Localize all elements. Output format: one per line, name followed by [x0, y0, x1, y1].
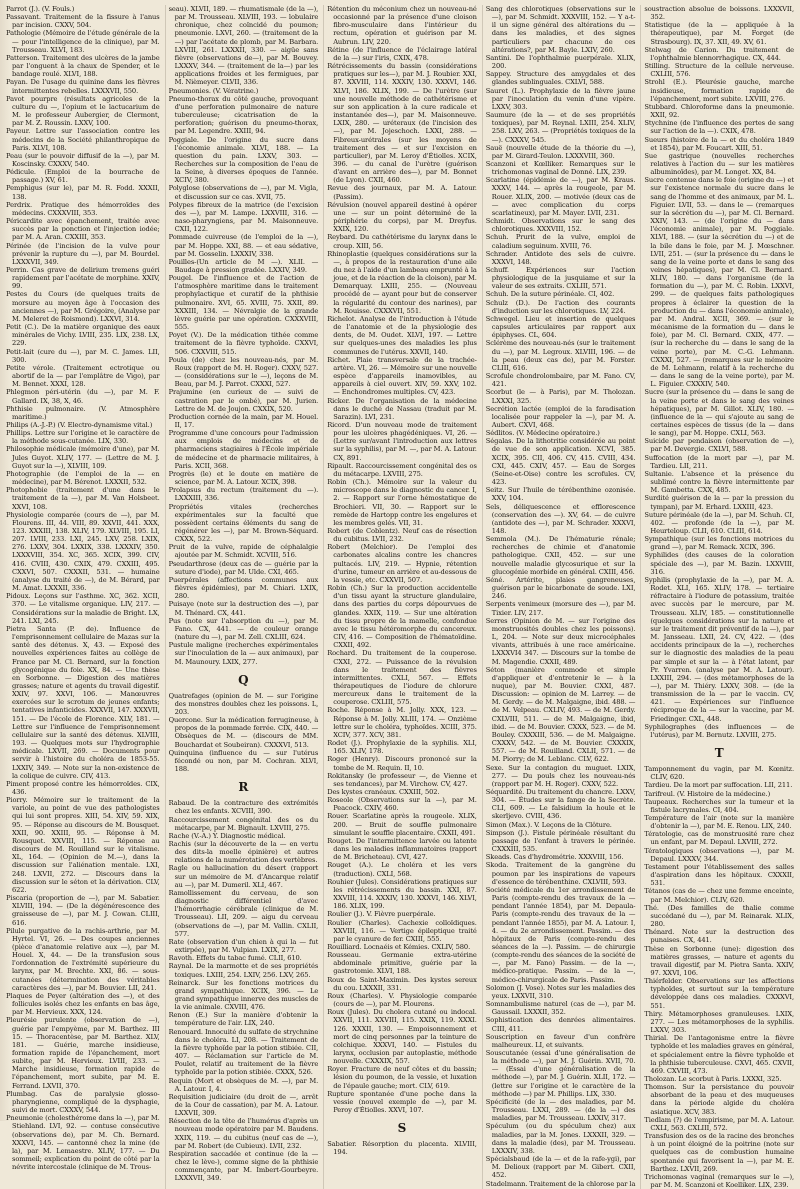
- index-entry: Tarifreul. (V. Histoire de la médecine.): [644, 789, 771, 798]
- index-entry: Péricardite avec épanchement, traitée avec succès par la ponction et l'injection iodée; par M. A. Aran. CXXIII, 353.: [6, 217, 160, 242]
- index-entry: Simon (Max.). V. Leçons de la Clôture.: [485, 820, 612, 829]
- index-entry: Rouhier (Jules). Considérations pratiques sur les rétrécissements du bassin. XXI, 87. XXVIII, 114. XXXIV, 130. XXXVI, 146. XLVI, 186. XLIX, 199.: [327, 877, 477, 911]
- index-entry: Philosophie médicale (mémoire d'une), par M. Jules Guyot. XLIV, 177. — (Lettre de M. J. Guyot sur la —), XLVIII, 109.: [6, 445, 160, 470]
- index-entry: Stadelmann. Traitement de la chlorose par la: [485, 1179, 636, 1188]
- index-entry: Thomson. Sur la persistance du pouvoir absorbant de la peau et des muqueuses dans la période algide du choléra asiatique. XCV, 383.: [644, 1083, 794, 1116]
- index-column-4: [482, 5, 636, 1189]
- index-entry: Scrofule chondrolombaire, par M. Fano. CV, 421.: [485, 372, 636, 389]
- index-entry: Syphilis (prophylaxie de la —), par M. A. Rodet. XLI, 165. XLIV, 178. — tertiaire réfractaire à l'iodure de potassium, traitée avec succès par le mercure, par M. Trousseau. XLIV, 185. — constitutionnelle (quelques considérations sur la nature et sur le traitement dit préventif de la —), par M. Jansseau. LXII, 24. CV, 422. — (des accidents principaux de la —), recherches sur le diagnostic des maladies de la peau par simple et sur la — à l'état latent, par Pr. Yvarren. (analyse par M. A. Latour). LXXIII, 294. — (des métamorphoses de la —), par M. Thiéry. LXXV, 308. — (de la transmission de la — par le vaccin. CV, 421. — Expériences sur l'influence réciproque de la — sur la vaccine, par M. Friedinger. CXL, 448.: [644, 575, 794, 723]
- index-column-3: [323, 5, 477, 1189]
- index-entry: Roseole (Observations sur la —), par M. Peacock. CXIV, 460.: [327, 796, 477, 813]
- index-entry: Spécificité (de la — des maladies, par M. Trousseau. LXXI, 289. — (de la —) des maladies, par M. Trousseau. LXXIV, 317.: [485, 1097, 636, 1123]
- index-entry: Skoda. Traitement de la gangrène du poumon par les inspirations de vapeurs d'essence de térébenthine. CXLVIII, 593.: [485, 861, 636, 886]
- section-letter-t: T: [714, 746, 724, 761]
- index-entry: Thé. (Des familles de thalie comme succédané du —), par M. Reinarak. XLIX, 280.: [644, 903, 794, 929]
- index-entry: Petit-lait (cure du —), par M. C. James. LII, 300.: [6, 347, 160, 364]
- index-entry: Tamponnement du vagin, par M. Kœnitz. CLIV, 620.: [644, 765, 794, 782]
- index-entry: Piment proposé contre les hémorroïdes. CIX, 436.: [6, 779, 160, 796]
- index-entry: Patterson. Traitement des ulcères de la jambe par l'onguent à la chaux de Spender, et le bandage roulé. XLVI, 188.: [6, 53, 160, 79]
- index-entry: Sophistication des denrées alimentaires. CIII, 411.: [485, 1016, 636, 1033]
- index-entry: Sauë (nouvelle étude de la théorie du —), par M. Girard-Teulon. LXXXVIII, 360.: [485, 143, 636, 160]
- index-entry: Serpents venimeux (morsure des —), par M. Tixier. LIV, 217.: [485, 600, 636, 617]
- index-entry: Des kystes cranéaux. CXXIII, 502.: [327, 788, 440, 796]
- index-entry: Philips (A.-J.-P.) (V. Electro-dynamisme vital.): [6, 420, 153, 429]
- index-entry: Scarlatine (épidémie de —), par M. Kraus. XXXV, 144. — après la rougeole, par M. Rouer. XLIX, 200. — motivée (deux cas de — avec complication du corps scarlatineux), par M. Mayer. LVII, 231.: [485, 176, 636, 217]
- index-entry: Quercone. Sur la médication ferrugineuse, à propos de la pommade ferrée. CIX, 440. — Obsèques de M. — (discours de MM. Bouchardat et Soubeiran). CXXXVI, 513.: [168, 716, 319, 749]
- index-entry: Sue gastrique (nouvelles recherches relatives à l'action du — sur les matières albuminoïdes), par M. Longet. XX, 84.: [644, 151, 794, 177]
- index-entry: Pneumo-thorax du côté gauche, provoquant d'une perforation pulmonaire de nature tuberculeuse; cicatrisation de la perforation; guérison du pneumo-thorax, par M. Legendre. XXIII, 94.: [168, 94, 319, 136]
- index-entry: Sauret (L.). Prophylaxie de la fièvre jaune par l'inoculation du venin d'une vipère. LXXV, 303.: [485, 86, 636, 111]
- section-letter-s: S: [397, 1121, 407, 1136]
- index-entry: Piscaria (proportion de —), par M. Sabatier. XLVIII, 194. — (De la dégénérescence des graisseuse de —), par M. J. Cowan. CLIII, 616.: [6, 894, 160, 927]
- index-entry: Scorbut (le — à Paris), par M. Tholozan. LXXXI, 325.: [485, 388, 636, 405]
- index-entry: Température de l'air (note sur la manière d'obtenir la —), par M. E. Renou. LIX, 240.: [644, 814, 794, 831]
- index-entry: Strohl (E.). Pleurésie gauche, marche insidieuse, formation rapide de l'épanchement, mort subite. LXVIII, 276.: [644, 78, 794, 103]
- index-entry: Schmidt. Observations sur le sang des chlorotiques. XXXVIII, 152.: [485, 217, 636, 234]
- index-entry: Pus (note sur l'absorption du —), par M. Fano. CX, 441. — de couleur orange (nature du —), par M. Zell. CXLIII, 624.: [168, 616, 319, 642]
- index-entry: Statistique (de la — appliquée à la thérapeutique), par M. Forget (de Strasbourg). IX, 37. XII, 49. XV, 61.: [644, 21, 794, 46]
- index-entry: Sédlitos. (V. Médecine opératoire.): [485, 429, 600, 438]
- index-entry: Pavot pourpre (résultats agricoles de la culture du —, l'opium et le lactucarium de M. le professeur Aubergier, de Clermont, par M. Z. Roussin. LXXV, 100.: [6, 94, 160, 128]
- index-entry: Pneumonie (cholesthérome dans la —), par M. Stiehland. LVI, 92. — contuse consécutive (observations de), par M. Ch. Bernard. XXXVI, 145. — cantonné chez la mine (de la), par M. Lemaestre. XLIV, 177. — Du sommeil; explication du point de côté par la névrite intercostale (clinique de M. Trous-: [6, 1114, 160, 1172]
- index-columns: [6, 5, 794, 1189]
- index-entry: Semmola (M.). De l'hématurie rénale; recherches de chimie et d'anatomie pathologique. CXII, 452. — sur une nouvelle maladie glycosurique et sur la glucogénie morbide en général. CXIII, 456.: [485, 535, 636, 576]
- index-entry: Ravoth. Effets du tabac fumé. CLII, 610.: [168, 954, 302, 963]
- index-entry: Pouilles-(Un article de M —). XLII. — Baudage à pression gradée. LXXIV, 349.: [168, 257, 319, 274]
- index-entry: Physiologie comparée (cours de —), par M. Flourens. III, 44. VIII, 89. XXVII, 441. XXX, 123. XXXIII, 138. XLIV, 179. XLVIII, 195. LI, 207. LVIII, 233. LXI, 245. LXV, 258. LXIX, 276. LXXV, 304. LXXIX, 338. LXXXIV, 350. LXXXVIII, 354. XC, 365. XCIX, 399. CIV, 416. CVIII, 430. CXIX, 479. CXXIII, 495. CXXVI, 507. CXXXII, 531. — humaine (analyse du traité de —), de M. Bérard, par M. Amat. LXXXII, 336.: [6, 510, 160, 593]
- index-entry: Ramollissement du cerveau, de son diagnostic différentiel d'avec l'hémorrhagie cérébrale (clinique de M. Trousseau). LII, 209. — aigu du cerveau (observations de —), par M. Vallin. CXLII, 577.: [168, 888, 319, 938]
- index-entry: Stubbard. Chloroforme dans la pneumonie. XXII, 92.: [644, 102, 794, 120]
- index-entry: Pustule maligne (recherches expérimentales sur l'inoculation de la — aux animaux), par M. Maunoury. LXIX, 277.: [168, 641, 319, 666]
- index-entry: Rhinoplastie (quelques considérations sur la —, à propos de la restauration d'une aile du nez à l'aide d'un lambeau emprunté à la joue, et de la réaction de la cloison), par M. Demarquay. LXIII, 255. — (Nouveau procédé de — ayant pour but de conserver la régularité du contour des narines), par M. Rouisse. CXXXVII, 551.: [327, 249, 477, 315]
- index-entry: Skeads. Cas d'hydrométrie. XXXVIII, 156.: [485, 853, 624, 862]
- index-entry: Thiérfelder. Observations sur les affections typhoïdes, et surtout sur la température développée dans ces maladies. CXXXVI, 551.: [644, 977, 794, 1010]
- index-entry: Phillips. Lettre sur l'origine et le caractère de la méthode sous-cutanée. LIX, 330.: [6, 429, 160, 446]
- index-entry: Sang des chlorotiques (observations sur le —), par M. Schmidt. XXXVIII, 152. — Y a-t-il un signe général des altérations du — dans les maladies, et des signes particuliers par chacune de ces altérations?, par M. Bayle. LXIV, 260.: [485, 5, 636, 54]
- index-entry: Piorry. Mémoire sur le traitement de la variole, au point de vue des pathologistes qui lui sont propres. XIII, 54. XIV, 59. XIX, 95. — Réponse au discours de M. Bousquet. XXII, 90. XXIII, 95. — Réponse à M. Rousquet. XXVIII, 115. — Réponse au discours de M. Rouilland sur le vitalisme. XL, 164. — (Opinion de M.—), dans la discussion sur l'aliénation mentale. LXI, 248. LXVII, 272. — Discours dans la discussion sur le séton et la dérivation. CLV, 622.: [6, 796, 160, 894]
- index-entry: Phlegmon péri-utérin (du —), par M. F. Gallard. IX, 38, X, 46.: [6, 388, 160, 405]
- index-entry: Prolapsus du rectum (traitement du —). LXXXIII, 336.: [168, 486, 319, 503]
- index-entry: Schuh. De la suture périnéale. CI, 402.: [485, 290, 615, 299]
- index-entry: Robin (Ch.) Sur la production accidentelle d'un tissu ayant la structure glandulaire, dans des parties du corps dépourvues de glandes. XXIX, 119. — Sur une altération du tissu propre de la mamelle, confondue avec le tissu hétéromorphe du cancereux. CIV, 416. — Composition de l'hématoïdine. CXXII, 492.: [327, 584, 477, 650]
- index-entry: Puerpérales (affections communes aux fièvres épidémies), par M. Chiari. LXIX, 280.: [168, 575, 319, 601]
- index-entry: Schwegel. Lieu et insertion de quelques capsules articulaires par rapport aux épiphyses. CL, 604.: [485, 314, 636, 340]
- index-entry: Simpson (J.). Fistule périnéale résultant du passage de l'enfant à travers le périnée. CXXXIII, 535.: [485, 828, 636, 854]
- index-entry: Puisaye (note sur la destruction des —), par M. Thénard. CX, 441.: [168, 600, 319, 617]
- index-entry: Sucre contenue dans le foie (origine du —) et sur l'existence normale du sucre dans le sang de l'homme et des animaux, par M. L. Figuier. LVII, 53. — dans le — (remarques sur la sécrétion du —), par M. Cl. Bernard. XXIV, 143. — (de l'origine du — dans l'économie animale), par M. Poggiale. XLVI, 188. — (sur la sécrétion du —) et de la bile dans le foie, par M. J. Mœschner. LVII, 251. — (sur la présence du — dans le sang de la veine porte et dans le sang des veines hépatiques), par M. Cl. Bernard. XLIV, 180. — dans l'organisme (de la formation du —), par M. C. Robin. LXXVI, 299. — de quelques faits pathologiques propres à éclairer la question de la production du — dans l'économie animale), par M. Andral. XCII, 369. — (sur le mécanisme de la formation du — dans le foie), par M. Cl. Bernard. CXIX, 477. — (sur la recherche du — dans le sang de la veine porte), par M. C.-G. Lehmann. CXXXI, 527. — (remarques sur le mémoire de M. Lehmann, relatif à la recherche du — dans le sang de la veine porte), par M. L. Figuier. CXXXIV, 540.: [644, 176, 794, 389]
- index-entry: Passavant. Traitement de la fissure à l'anus par incision. CXXV, 504.: [6, 13, 160, 30]
- index-entry: Schuh. Prurit de la vulve, emploi de caladium seguinum. XVIII, 76.: [485, 233, 636, 250]
- index-entry: Tératologiques (observations —), par M. Depaul. LXXXV, 344.: [644, 846, 794, 863]
- section-letter-q: Q: [238, 672, 249, 687]
- index-entry: Robert (de Coblentz). Neuf cas de résection du cubitus. LVII, 232.: [327, 527, 477, 544]
- index-entry: Plumbag. Cas de paralysie glosso-pharyngienne, compliqué de la dysphagie, suivi de mort. CXXXV, 544.: [6, 1089, 160, 1115]
- index-entry: Sabatier. Résorption du placenta. XLVIII, 194.: [327, 1140, 477, 1157]
- index-entry: Roux (Jules). Du cholera cutané ou indocal. XXVII, 111. XXVIII, 115. XXIX, 119. XXXI. 126. XXXII, 130. — Empoisonnement et mort de cinq personnes par la teinture de colchique. XXXVI, 140. — Fistules du larynx, occlusion par autoplastie, méthode nouvelle. CXXXIX, 557.: [327, 1008, 477, 1066]
- index-entry: Tératologie, cas de monstruosité rare chez un enfant, par M. Depaul. LXVIII, 272.: [644, 830, 794, 847]
- index-entry: Stelwag de Carion. Du traitement de l'ophthalmie blennorrhagique. CX, 444.: [644, 45, 794, 62]
- index-entry: Trichomonas vaginal (remarques sur le —), par M. M. Scanzoni et Koelliker. LIX, 239.: [644, 1172, 794, 1189]
- index-entry: Renouard. Innocuité du sulfate de strychnine dans le choléra. LI, 208. — Traitement de la fièvre typhoïde par la potion stibiée. CII, 407. — Réclamation sur l'article de M. Poulet, relatif au traitement de la fièvre typhoïde par la potion stibiée. CXXX, 526.: [168, 1027, 319, 1077]
- index-entry: Taupeaux. Recherches sur la tumeur et la fistule lacrymales. CI, 404.: [644, 797, 794, 814]
- index-entry: Séton (manière commode et simple d'appliquer et d'entretenir le — à la nuque), par M. Bouvier. CXXI, 487. Discussion: — opinion de M. Larrey. — de M. Gerdy. — de M. Malgaigne, ibid. 488. — de M. Velpeau. CXLIV, 493. — de M. Gerdy. CXLVIII, 511. — de M. Malgaigne, ibid, ibid. — de M. Bouvier. CXXX, 523. — de M. Bouley. CXXXIII, 536. — de M. Malgaigne. CXXXV, 542. — de M. Bouvier. CXXXIX, 557. — de M. Rouilland. CXLII, 571. — de M. Piorry; de M. Leblanc. CLV, 622.: [485, 665, 636, 764]
- index-entry: Perdrix. Pratique des hémorroïdes des médecins. CXXXVIII, 353.: [6, 200, 160, 217]
- index-entry: Prajumine (en curieux de — suivi de castration par le ombé), par M. Jurien. Lettre de M. de Joujon. CXXIX, 520.: [168, 388, 319, 413]
- index-entry: Poggiale. De l'origine du sucre dans l'économie animale. XLVI, 188. — La question du pain. LXXV, 303. — Recherches sur la composition de l'eau de la Seine, à diverses époques de l'année. XCIV, 380.: [168, 135, 319, 185]
- index-entry: Robin (Ch.). Mémoire sur la valeur du microscope dans le diagnostic du cancer. I, 2. — Rapport sur l'orne hémostatique de Brochieri. VII, 30. — Rapport sur le remède de Hartopp contre les engelures et les membres gelés. VII, 31.: [327, 478, 477, 527]
- index-entry: Sultanie. L'absence et la présence du sublimé contre la fièvre intermittente par M. Gambetta. CXX, 485.: [644, 469, 794, 495]
- index-entry: Sels, déliquescence et efflorescence (conservation des —). XV, 64. — de cuivre (antidote des —), par M. Schrader. XXXVI, 148.: [485, 502, 636, 535]
- index-entry: Schrader. Antidote des sels de cuivre. XXXVI, 148.: [485, 249, 636, 266]
- index-entry: Secrétion lactée (emploi de la faradisation localisée pour rappeler la —), par M. A. Aubert. CXVI, 468.: [485, 404, 636, 429]
- index-entry: Propriétés vitales (recherches expérimentales sur la faculté que possèdent certains éléments du sang de régénérer les —), par M. Brown-Séquard. CXXX, 522.: [168, 502, 319, 544]
- index-entry: Surdité guérison de la — par la pression du tympan), par M. Erhard. LXXIII, 423.: [644, 494, 794, 511]
- index-entry: Rachis (sur la découverte de la — en vertu des dits-la moelle épinière) et autres relations de la numérotation des vertèbres.: [168, 840, 319, 865]
- index-entry: Résection de la tête de l'humérus d'après un nouveau mode opératoire par M. Baudens. XXIX, 119. — du cubitus (neuf cas de —), par M. Robert (de Cubieux). LVII, 232.: [168, 1117, 319, 1150]
- index-entry: Tétanos (cas de — chez une femme enceinte, par M. Melchior). CLIV, 620.: [644, 887, 794, 904]
- index-entry: Rouilliard. Locnaéis et Kémies. CXLIV, 580.: [327, 942, 471, 951]
- index-entry: Pestes du Cours (de quelques traits de morsure au moyen âge à l'occasion des anciennes —), par M. Grégoire, (Analyse par M. Meleret de Roismond). LXXVI, 314.: [6, 290, 160, 323]
- index-entry: Roulier (J.). V. Fièvre puerpérale.: [327, 910, 436, 919]
- index-entry: Phthisie pulmonaire. (V. Atmosphère maritime.): [6, 404, 160, 421]
- index-entry: Revue des journaux, par M. A. Latour. (Passim).: [327, 184, 477, 201]
- index-entry: Pathologie (Mémoire de l'étude générale de la — pour l'intelligence de la clinique), par M. Trousseau. XLVI, 183.: [6, 29, 160, 54]
- index-entry: Rochard. Du traitement de la couperose. CXXI, 272. — Puissance de la révulsion dans le traitement des fièvres intermittentes. CXLI, 567. — Effets thérapeutiques de l'iodure de chlorure mercureux dans le traitement de la couperose. CXLIII, 575.: [327, 649, 477, 707]
- index-entry: seau). XLVII, 189. — rhumatismale (de la —), par M. Trousseau. XLVIII, 193. — lobulaire chronique, chez coïncidé du poumon; pneumonie. LXVI, 260. — (traitement de la —) par l'acétate de plomb, par M. Barbara. LXVIII, 261. LXXXII, 330. — aigüe sans fièvre (observations de—), par M. Bouvey. LXXXV, 344. — (traitement de la—) par les applications froides et les fermigues, par M. Nièmeyer. CLVII, 336.: [168, 5, 319, 87]
- index-entry: Payeur. Lettre sur l'association contre les médecins de la Société philanthropique de Paris. XLVI, 108.: [6, 127, 160, 152]
- index-entry: Ségalas. De la lithotritie considérée au point de vue de son application. XCVI, 385. XCIX, 395. CII, 406. CV, 415. CVIII, 434. CXI, 445. CXIV, 457. — Eau de Sorges (Seine-et-Oise) contre les scrofules. CV, 423.: [485, 437, 636, 487]
- index-entry: Requin (Mort et obsèques de M. —), par M. A. Latour. I, 4.: [168, 1076, 319, 1093]
- index-entry: Séquardité. Du traitement du chancre. LXXV, 304. — Études sur la fange de la Secrète. CLI, 609. — Le falsidium la houle et le skerljevo. CVIII, 436.: [485, 788, 636, 821]
- index-entry: Schuff. Expériences sur l'action physiologique de la jusquiame et sur la valeur de ses extraits. CXLIII, 571.: [485, 266, 636, 291]
- index-entry: Production cornée de la main, par M. Houel. II, 17.: [168, 412, 319, 429]
- index-entry: Royer. Fracture de neuf côtes et du bassin; lésion du poumon, de la vessie, et luxation de l'épaule gauche; mort. CLV, 619.: [327, 1065, 477, 1090]
- index-entry: Thénard. Note sur la destruction des punaises. CX, 441.: [644, 928, 794, 945]
- index-entry: Ricker. De l'organisation de la médecine dans le duché de Nassau (traduit par M. Sarazin). LVI, 231.: [327, 396, 477, 421]
- index-entry: Stilling. Structure de la cellule nerveuse. CXLIII, 576.: [644, 62, 794, 79]
- index-entry: Peau (sur le pouvoir diffusif de la —), par M. Koscinsky. CXXXV, 540.: [6, 151, 160, 168]
- index-entry: Syphilides (des causes de la coloration spéciale des —), par M. Bazin. LXXVIII, 316.: [644, 551, 794, 576]
- index-entry: Rétention du méconium chez un nouveau-né occasionné par la présence d'une cloison fibro-musculaire dans l'intérieur du rectum, opération et guérison par M. Aubrun. LIV, 220.: [327, 5, 477, 46]
- index-entry: Pédicule. (Emploi de la bourrache de passage.) XV, 61.: [6, 168, 160, 185]
- index-entry: Parrot (J.). (V. Fouls.): [6, 5, 75, 13]
- index-entry: Rousseau. Germanie extra-utérine abdominale primitive, guérie par la gastrotomie. XLVI, 188.: [327, 951, 477, 976]
- index-entry: Rétrécissements du bassin (considérations pratiques sur les—), par M. J. Roubier. XXI, 87. XXVIII, 114. XXXIV, 130. XXXVI, 146. XLVI, 186. XLIX, 199. — De l'urètre (sur une nouvelle méthode de cathétérisme et sur son application à la cure radicale et instantanée des—), par M. Maisonneuve. LXIX, 280. — uréteraux (de l'incision des—), par M. Jojeschoch. LXXI, 288. — Fibreux-urétrales (sur les moyens de traitement des — et sur l'excision en particulier), par M. Leroy d'Étiolles. XCIX, 396. — du canal de l'urètre (guérison d'avant en arrière des—), par M. Bonnet (de Lyon). CXII, 460.: [327, 62, 477, 185]
- index-entry: Séné. Artérite, plaies gangreneuses, guérison par le bicarbonate de soude. LXI, 246.: [485, 575, 636, 601]
- index-entry: Serres (Opinion de M. — sur l'origine des monstruosités doubles chez les poissons). L, 204. — Note sur deux microcéphales vivants, attribués à une race américaine. LXXXVI4 347. — Discours sur la tombe de M. Magendie. CXXII, 489.: [485, 616, 636, 666]
- index-entry: Progrès (le) et le doute en matière de science, par M. A. Latour. XCIX, 398.: [168, 469, 319, 487]
- index-entry: Plaques de Peyer (altération des —), et des follicules isolés chez les enfants en bas âge, par M. Hervieux. XXX, 124.: [6, 991, 160, 1017]
- index-entry: Respiration saccadée et continue (de la — chez le lève-), comme signe de la phthisie commençante, par M. Imbert-Gourbeyre. LXXXVII, 349.: [168, 1149, 319, 1183]
- index-entry: Santini. De l'ophthalmie puerpérale. XLIX, 200.: [485, 53, 636, 71]
- index-entry: Tholozan. Le scorbut à Paris. LXXXI, 325.: [644, 1075, 782, 1083]
- index-entry: Pietra Santa (P. de). Influence de l'emprisonnement cellulaire de Mazas sur la santé des détenus. X, 43. — Exposé des nouvelles expériences faites au collège de France par M. Cl. Bernard, sur la fonction glycogénique du foie. XX, 84. — Une thèse en Sorbonne. — Digestion des matières grasses; nature et agents du travail digestif. XXIV, 97. XXVI, 106. — Manœuvres exercées sur le scrotum de jeunes enfants; tentatives infanticides. XXXVII, 147. XXXVII, 151. — De l'école de Florence. XLV, 181. — Lettre sur l'influence de l'emprisonnement cellulaire sur la santé des détenus. XLVIII, 193. — Quelques mots sur l'hydrographie médicale. LXVII, 269. — Documents pour servir à l'histoire du choléra de 1853-55. LXXIV, 349. — Note sur la non-existence de la colique de cuivre. CIV, 413.: [6, 624, 160, 780]
- index-entry: Rodet (J.). Prophylaxie de la syphilis. XLI, 165. XLIV, 178.: [327, 739, 477, 756]
- index-entry: Sclérème des nouveau-nés (sur le traitement du —), par M. Legroux. XLVIII, 196. — de la peau (deux cas de), par M. Forster. CLIII, 616.: [485, 339, 636, 372]
- index-entry: Syphilographes (des influences — de l'utérus), par M. Bernutz. LXVIII, 275.: [644, 722, 794, 739]
- index-entry: Périnée (de l'incision de la vulve pour prévenir la rupture du —), par M. Bourdel. LXXXVII, 349.: [6, 241, 160, 266]
- index-entry: Révulsion (nouvel appareil destiné à opérer une — sur un point déterminé de la périphérie du corps), par M. Dreyfus. XXIX, 120.: [327, 200, 477, 234]
- index-entry: Reinarck. Sur les fonctions motrices du grand sympathique. XCIX, 396. — Le grand sympathique innerve des muscles de la vie animale. CXVIII, 476.: [168, 978, 319, 1012]
- index-entry: Saumure (de la — et de ses propriétés toxiques), par M. Reynal. LXIII, 254. XLIV, 258. LXV, 263. — (Propriétés toxiques de la —). CXXXV, 545.: [485, 111, 636, 144]
- index-entry: Thirial. De l'antagonisme entre la fièvre typhoïde et les maladies graves en général, et spécialement entre la fièvre typhoïde et la phthisie tuberculeuse. CXVI, 465. CXVII, 469. CXVIII, 473.: [644, 1034, 794, 1075]
- index-entry: Ricord. D'un nouveau mode de traitement pour les ulcères phagédéniques. VI, 26. — (Lettre sur/avant l'introduction aux lettres sur la syphilis), par M. —, par M. A. Latour. CX, 891.: [327, 420, 477, 462]
- index-entry: Sympathique (sur les fonctions motrices du grand —), par M. Remack. XCIX, 396.: [644, 535, 794, 552]
- index-entry: Stychnine (de l'influence des pertes de sang sur l'action de la —). CXIX, 478.: [644, 119, 794, 136]
- index-entry: Suture périnéale (de la —), par M. Schuh. CI, 402. — profonde (de la —), par M. Heurteloup. CLII, 610. CLIII, 614.: [644, 510, 794, 535]
- index-entry: Tardieu. De la mort par suffocation. LII, 211.: [644, 781, 793, 790]
- index-entry: Roux (Charles). V. Physiologie comparée (cours de —), par M. Flourens.: [327, 991, 477, 1009]
- index-entry: Raccourcissement congénital des os du métacarpe, par M. Bignault. LXVIII, 275.: [168, 815, 319, 832]
- index-entry: Pleurésie purulente (observation de —), guérie par l'empyème, par M. Barthez. III 15. — Thoracentèse, par M. Barthez. XLV, 181. — Guérie, marche insidieuse, formation rapide de l'épanchement, mort subite, par M. Hervieux. LVIII, 233. — Marche insidieuse, formation rapide de l'épanchement, mort subite, par M. E. Ferrand. LXVII, 370.: [6, 1016, 160, 1090]
- index-entry: Pilule purgative de la rachis-arthrie, par M. Hyrtel. VI, 26. — Des coupes anciennes (pièce d'anatomie relative aux —), par M. Houel. X, 44. — De la transfusion sous l'ordonnation de l'extrémité supérieure du larynx, par M. Brechte. XXI, 86. — sous-cutanées (détermination des véritables caractères des —), par M. Bouvier. LII, 241.: [6, 926, 160, 992]
- index-entry: Sexe. Sur la contagion du muguet. LXIX, 277. — Du pouls chez les nouveau-nés (rapport par M. H. Roger). CXXV, 522.: [485, 763, 636, 788]
- index-entry: Requisition judiciaire (du droit de —, arrêt de la Cour de cassation), par M. A. Latour. LXXVII, 309.: [168, 1092, 319, 1118]
- index-entry: Solomon (J. Vose). Notes sur les maladies des yeux. LXXVII, 310.: [485, 983, 636, 1000]
- index-entry: Pougel. De l'influence et de l'action de l'atmosphère maritime dans le traitement prophylactique et curatif de la phthisie pulmonaire. XVI, 65. XVIII, 75. XXII, 89. XXXIII, 134. — Névralgie de la grande lèvre guérie par une opération. CXXXVIII, 555.: [168, 274, 319, 332]
- index-entry: Rouget (A.). Le choléra et les vers (traduction). CXLI, 568.: [327, 861, 477, 878]
- index-entry: Pidoux. Leçons sur l'asthme. XC, 362. XCII, 370. — Le vitalisme organique. LIV, 217. — Considérations sur la maladie de Bright. LX, 241. LXI, 245.: [6, 592, 160, 625]
- index-column-5: [640, 5, 794, 1189]
- index-entry: Roux de Saint-Maximin. Des kystes sereux du cou. LXXXII, 331.: [327, 975, 477, 992]
- index-entry: Quatrefages (opinion de M. — sur l'origine des monstres doubles chez les poissons. L, 203.: [168, 691, 319, 716]
- index-entry: Roger (Henry). Discours prononcé sur la tombe de M. Requin. II, 10.: [327, 755, 477, 772]
- index-entry: Roche. Réponse à M. Jolly. XXX, 123. — Réponse à M. Jolly. XLIII, 174. — Onzième lettre sur le choléra, typhoïdes. XCIII, 375. XCIV, 377. XCV, 381.: [327, 706, 477, 739]
- index-entry: Pseudarthrose (deux cas de — guérie par la suture d'iode), par M. Ulde. CXI, 465.: [168, 559, 319, 576]
- index-entry: Ripault. Raccourcissement congénital des os du métacarpe. LXVIII, 275.: [327, 461, 477, 478]
- index-entry: Polyglose (observations de —), par M. Vigla, et discussion sur ce cas. XVII, 75.: [168, 184, 319, 201]
- index-entry: Perrin. Cas grave de delirium tremens guéri rapidement par l'acétate de morphine. XXIV, 99.: [6, 266, 160, 291]
- index-column-1: [6, 5, 160, 1189]
- index-entry: Rokitansky (le professeur —, de Vienne et ses tendances), par M. Virchow. CV, 427.: [327, 771, 477, 788]
- index-entry: Rétine (de l'influence de l'éclairage latéral de la —) sur l'iris, CXIX, 478.: [327, 45, 477, 62]
- index-entry: Robert (Melchior). De l'emploi des carbonates alcalins contre les chancres pultacés. LIV, 219. — Hypnie, rétention d'urine, tumeur en arrière et au-dessous de la vessie, etc. CXXVII, 507.: [327, 543, 477, 584]
- index-entry: Sappey. Structure des amygdales et des glandes sublinguales. CXLVI, 588.: [485, 70, 636, 87]
- index-entry: Raynal. De la marmotte et de ses propriétés toxiques. LXIII, 254. LXIV, 256. LXV, 265.: [168, 962, 319, 979]
- index-entry: Programme d'une concours pour l'admission aux emplois de médecins et de pharmaciens stagiaires à l'École impériale de médecine et de pharmacie militaires, à Paris. XCII, 368.: [168, 429, 319, 470]
- index-entry: Pruit de la vulve, rapide de céphalalgie ajoutée par M. Schmidt. XCVIII, 516.: [168, 543, 319, 560]
- index-entry: Photographie (de l'emploi de la — en médecine), par M. Bérenot. LXXXII, 532.: [6, 469, 160, 487]
- index-entry: Polypes fibreux de la matrice (de l'excision des —), par M. Lampe. LXXVIII, 316. — naso-pharyngiens, par M. Maisonneuve. CXII, 122.: [168, 200, 319, 234]
- index-column-2: [165, 5, 319, 1189]
- index-entry: Spécialsbaud (de la — et de la rafe-ygi), par M. Delioux (rapport par M. Gibert. CXII, 452.: [485, 1155, 636, 1180]
- index-entry: Tiedlam (?) de l'empirisme, par M. A. Latour. CXLI, 563. CXLIII, 572.: [644, 1115, 794, 1132]
- index-entry: Thèse en Sorbonne (une): digestion des matières grasses, — nature et agents du travail digestif, par M. Pietra Santa. XXIV, 97. XXVI, 106.: [644, 944, 794, 977]
- index-entry: Société médicale du 1er arrondissement de Paris (compte-rendu des travaux de la — pendant l'année 1854), par M. Depaula-Paris (compte-rendu des travaux de la — pendant l'année 1855), par M. A. Latour. I, 4. — du 2e arrondissement. Passim. — des hôpitaux de Paris (compte-rendu des séances de la —). Passim. — de chirurgie (compte-rendu des séances de la société de —, par M. Fano) Passim. — de la —, médico-pratique. Passim. — de la —, médico-chirurgicale de Paris. Passim.: [485, 885, 636, 984]
- index-entry: Rate (observation d'un chien à qui la — fut extirpée), par M. Vulpian. LXIX, 277.: [168, 937, 319, 955]
- index-entry: Spéculum (ou du spéculum chez) aux maladies, par la M. Jones. LXXXII, 329. — dans la maladie (des), par M. Trousseau. LXXXIV, 338.: [485, 1122, 636, 1155]
- index-entry: Rouget. De l'intermittence larvée ou latente dans les maladies inflammatoires (rapport de M. Bricheteau). CVI, 427.: [327, 836, 477, 862]
- index-entry: Reybard. Du cathétérisme du larynx dans le croup. XIII, 56.: [327, 233, 477, 250]
- index-entry: Roulier (Charles). Cachexie colloïdiques. XXVIII, 116. — Vertige épileptique traité par le cyanure de fer. CXIII, 555.: [327, 918, 477, 943]
- section-letter-r: R: [238, 780, 249, 795]
- index-entry: Souscutanée (essai d'une généralisation de la méthode —), par M. J. Guérin. XVII, 70. — (Essai d'une généralisation de la méthode —), par M. J. Guérin. XLII, 172. — (lettre sur l'origine et le caractère de la méthode —) par M. Phillips. LIX, 330.: [485, 1049, 636, 1098]
- index-entry: Suicide par pendaison (observation de —), par M. Devergie. CXLVI, 588.: [644, 437, 794, 454]
- index-entry: Quinquina (influence du — sur l'utérus fécondé ou non, par M. Cochran. XLVI, 188.: [168, 748, 319, 774]
- index-entry: soustraction absolue de boissons. LXXXVII, 352.: [644, 5, 794, 22]
- index-entry: Poyet (V.). De la médication tithée comme traitement de la fièvre typhoïde. CXXVI, 506. CXXVIII, 515.: [168, 331, 319, 356]
- index-entry: Petite vérole. (Traitement ectrotique ou abortif de la — par l'emplâtre de Vigo), par M. Bennet. XXXI, 128.: [6, 363, 160, 389]
- index-entry: Renon (E.) Sur la manière d'obtenir la température de l'air. LIX, 240.: [168, 1011, 319, 1028]
- index-entry: Sucre (sur la présence du — dans le sang de la veine porte et dans le sang des veines hépatiques), par M. Gillot. XLIV, 180. — (influence de la — qui s'ajoute au sang de certaines espèces de tissus (de la — dans le sang), par M. Hoppe. CXLI, 563.: [644, 388, 794, 438]
- index-entry: Richelot. Analyse de l'introduction à l'étude de l'anatomie et de la physiologie des dents, de M. Oudet. XLVI, 197. — Lettre sur quelques-unes des maladies les plus communes de l'utérus. XXVII, 140.: [327, 314, 477, 356]
- index-entry: Petit (C.). De la matière organique des eaux minérales de Vichy. LVIII, 235. LIX, 238. LX, 229.: [6, 323, 160, 348]
- index-entry: Rabaud. De la contracture des extrémités chez les enfants. XCVIII, 390.: [168, 799, 319, 816]
- index-entry: Seitz. Sur l'huile de térébenthine ozonisée. XXV, 104.: [485, 486, 636, 503]
- index-entry: Souscription en faveur d'un confrère malheureux. LI, et suivants.: [485, 1032, 636, 1049]
- index-entry: Photophobie (traitement d'une dans le traitement de la —), par M. Van Holsbeet. XXVI, 108.: [6, 486, 160, 511]
- index-entry: Rupture spontanée d'une poche dans la vessie (nouvel exemple de —), par M. Peroy d'Étiolles. XXVI, 107.: [327, 1089, 477, 1115]
- index-entry: Ragle ou hallucination du désert (rapport sur un mémoire de M. d'Ancarque relatif au —), par M. Dumeril. XLI, 467.: [168, 864, 319, 889]
- index-entry: Rouer. Scarlatine après la rougeole. XLIX, 200. — Bruit de souffle pulmonaire simulant le souffle placentaire. CXXII, 491.: [327, 812, 477, 837]
- index-entry: Pemphigus (sur le), par M. R. Fodd. XXXII, 138.: [6, 184, 160, 201]
- index-entry: Somnambulisme naturel (cas de —), par M. Gaussail. LXXXII, 352.: [485, 1000, 636, 1017]
- index-entry: Scanzoni et Kœlliker. Remarques sur le trichomonas vaginal de Donné. LIX, 239.: [485, 159, 636, 177]
- index-entry: Thiry. Métamorphoses granuleuses. LXIX, 277. — Les métamorphoses de la syphilis. LXXV, 303.: [644, 1009, 794, 1035]
- index-entry: Sueurs (histoire de la — et du choléra 1849 et 1854), par M. Foucart. XIII, 51.: [644, 135, 794, 152]
- index-entry: Transfusion des os de la racine des bronches à un point éloigné de la poitrine (note sur quelques cas de combustion humaine spontanée qui favorisent la —), par M. E. Barthez. LXVII, 269.: [644, 1132, 794, 1173]
- index-entry: Suffocation (de la mort par —), par M. Tardieu. LII, 211.: [644, 453, 794, 470]
- index-entry: Payan. De l'usage du quinine dans les fièvres intermittentes rebelles. LXXXVII, 550.: [6, 78, 160, 95]
- index-entry: Rache (V.-A.) Y. Diagnostic médical.: [168, 831, 286, 840]
- index-entry: Poula (de) chez les nouveau-nés, par M. Roux (rapport de M. H. Roger). CXXV, 527. — (considérations sur le —), leçons de M. Beau, par M. J. Parrot. CXXXI, 527.: [168, 355, 319, 389]
- index-entry: Testament pour l'établissement des salles d'aspiration dans les hôpitaux. CXXXII, 531.: [644, 862, 794, 888]
- index-entry: Pneumonies. (V. Vératrine.): [168, 86, 259, 95]
- index-entry: Richet. Plaie transversale de la trachée-artère. VI, 26. — Mémoire sur une nouvelle espèce d'appareils inamovibles, au appareils à ciel ouvert. XIV, 59. XXV, 102. — Enchondromes multiples. CV, 423.: [327, 355, 477, 397]
- index-entry: Pommade cuivreuse (de l'emploi de la —), par M. Hoppe. XXI, 88. — et eau sédative, par M. Gosselin. LXXXIV, 338.: [168, 233, 319, 258]
- index-entry: Schulz (D.). De l'action des courants d'induction sur les chlorotiques. LV, 224.: [485, 298, 636, 315]
